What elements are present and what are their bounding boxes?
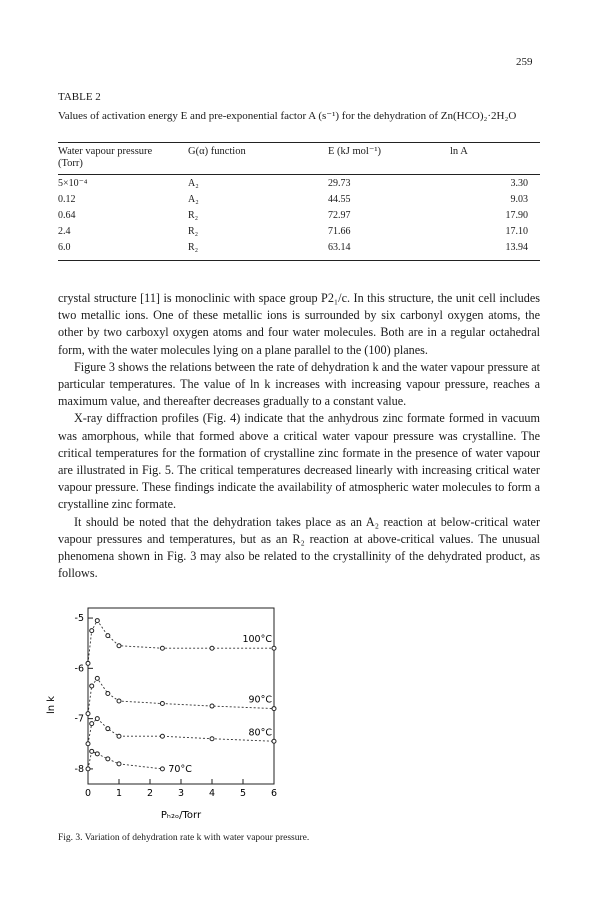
data-point [160, 767, 164, 771]
table-cell: R₂ [188, 226, 199, 237]
y-axis-label: ln k [46, 695, 57, 715]
data-point [160, 702, 164, 706]
data-point [210, 737, 214, 741]
data-point [106, 757, 110, 761]
table-header-rule [58, 174, 540, 175]
table-header-energy: E (kJ mol⁻¹) [328, 146, 382, 157]
paragraph-3: X-ray diffraction profiles (Fig. 4) indicate that the anhydrous zinc formate formed in vacuum was amorphous, while that formed above a critical water vapour pressure was crystalline. The critical temperatures for the formation of crystalline zinc formate in the presence of water vapour are illustrated in Fig. 5. The critical temperatures decreased linearly with increasing critical water vapour pressure. These findings indicate the availability of atmospheric water molecules to form a crystalline zinc formate. [58, 411, 540, 512]
data-point [86, 712, 90, 716]
y-tick-label: -5 [74, 613, 84, 625]
table-top-rule [58, 142, 540, 143]
table-cell: 5×10⁻⁴ [58, 178, 88, 189]
data-point [272, 739, 276, 743]
data-point [86, 661, 90, 665]
series-line [88, 678, 274, 713]
body-text [58, 290, 540, 582]
y-tick-label: -6 [74, 663, 84, 675]
paragraph-1: crystal structure [11] is monoclinic with space group P2₁/c. In this structure, the unit cell includes two metallic ions. One of these metallic ions is surrounded by six carbonyl oxygen atoms, the other by two carboxyl oxygen atoms and four water molecules. Both are in a regular octahedral form, with the water molecules lying on a plane parallel to the (100) planes. [58, 291, 540, 357]
data-point [210, 646, 214, 650]
paragraph-4: It should be noted that the dehydration takes place as an A₂ reaction at below-critical water vapour pressures and temperatures, but as an R₂ reaction at above-critical values. The unusual phenomena shown in Fig. 3 may also be related to the crystallinity of the dehydrated product, as follows. [58, 514, 540, 581]
data-point [90, 749, 94, 753]
table-cell: 13.94 [505, 242, 528, 253]
table-cell: A₂ [188, 194, 199, 205]
data-point [95, 717, 99, 721]
data-point [117, 734, 121, 738]
table-cell: 0.64 [58, 210, 76, 221]
y-tick-label: -7 [74, 713, 84, 725]
data-point [106, 634, 110, 638]
data-point [160, 646, 164, 650]
data-point [210, 704, 214, 708]
data-point [106, 691, 110, 695]
data-point [90, 684, 94, 688]
figure-3-chart [40, 600, 290, 825]
table-cell: 9.03 [510, 194, 528, 205]
table-cell: 71.66 [328, 226, 351, 237]
data-point [272, 707, 276, 711]
x-tick-label: 3 [177, 788, 185, 799]
table-cell: R₂ [188, 210, 199, 221]
series-label: 90°C [248, 694, 272, 706]
series-label: 100°C [242, 634, 272, 646]
x-tick-label: 4 [208, 788, 216, 799]
data-point [86, 767, 90, 771]
table-cell: A₂ [188, 178, 199, 189]
table-cell: 72.97 [328, 210, 351, 221]
table-header-function: G(α) function [188, 146, 246, 157]
x-tick-label: 5 [239, 788, 247, 799]
data-point [117, 699, 121, 703]
series-line [88, 719, 274, 744]
data-point [95, 752, 99, 756]
data-point [117, 644, 121, 648]
table-cell: 44.55 [328, 194, 351, 205]
series-label: 80°C [248, 727, 272, 739]
table-header-pressure: Water vapour pressure (Torr) [58, 146, 153, 169]
data-point [272, 646, 276, 650]
data-point [160, 734, 164, 738]
table-cell: 3.30 [510, 178, 528, 189]
paragraph-2: Figure 3 shows the relations between the rate of dehydration k and the water vapour pressure at particular temperatures. The value of ln k increases with increasing vapour pressure, reaches a maximum value, and thereafter decreases gradually to a constant value. [58, 359, 540, 409]
series-label: 70°C [168, 763, 192, 775]
x-tick-label: 1 [115, 788, 123, 799]
table-cell: 63.14 [328, 242, 351, 253]
table-cell: R₂ [188, 242, 199, 253]
figure-caption: Fig. 3. Variation of dehydration rate k with water vapour pressure. [58, 833, 310, 843]
table-cell: 29.73 [328, 178, 351, 189]
table-header-lna: ln A [450, 146, 468, 157]
x-axis-label: Pₕ₂ₒ/Torr [160, 810, 202, 821]
table-cell: 2.4 [58, 226, 71, 237]
x-tick-label: 0 [84, 788, 92, 799]
data-point [95, 676, 99, 680]
table-cell: 17.90 [505, 210, 528, 221]
data-point [90, 722, 94, 726]
table-title: Values of activation energy E and pre-exponential factor A (s⁻¹) for the dehydration of Zn(HCO)₂·2H₂O [58, 110, 517, 122]
x-tick-label: 2 [146, 788, 154, 799]
table-bottom-rule [58, 260, 540, 261]
data-point [117, 762, 121, 766]
x-tick-label: 6 [270, 788, 278, 799]
page-number: 259 [516, 56, 533, 68]
table-cell: 0.12 [58, 194, 76, 205]
table-cell: 17.10 [505, 226, 528, 237]
data-point [95, 619, 99, 623]
data-point [86, 742, 90, 746]
data-point [106, 727, 110, 731]
table-caption: TABLE 2 [58, 91, 101, 103]
table-cell: 6.0 [58, 242, 71, 253]
y-tick-label: -8 [74, 763, 84, 775]
data-point [90, 629, 94, 633]
